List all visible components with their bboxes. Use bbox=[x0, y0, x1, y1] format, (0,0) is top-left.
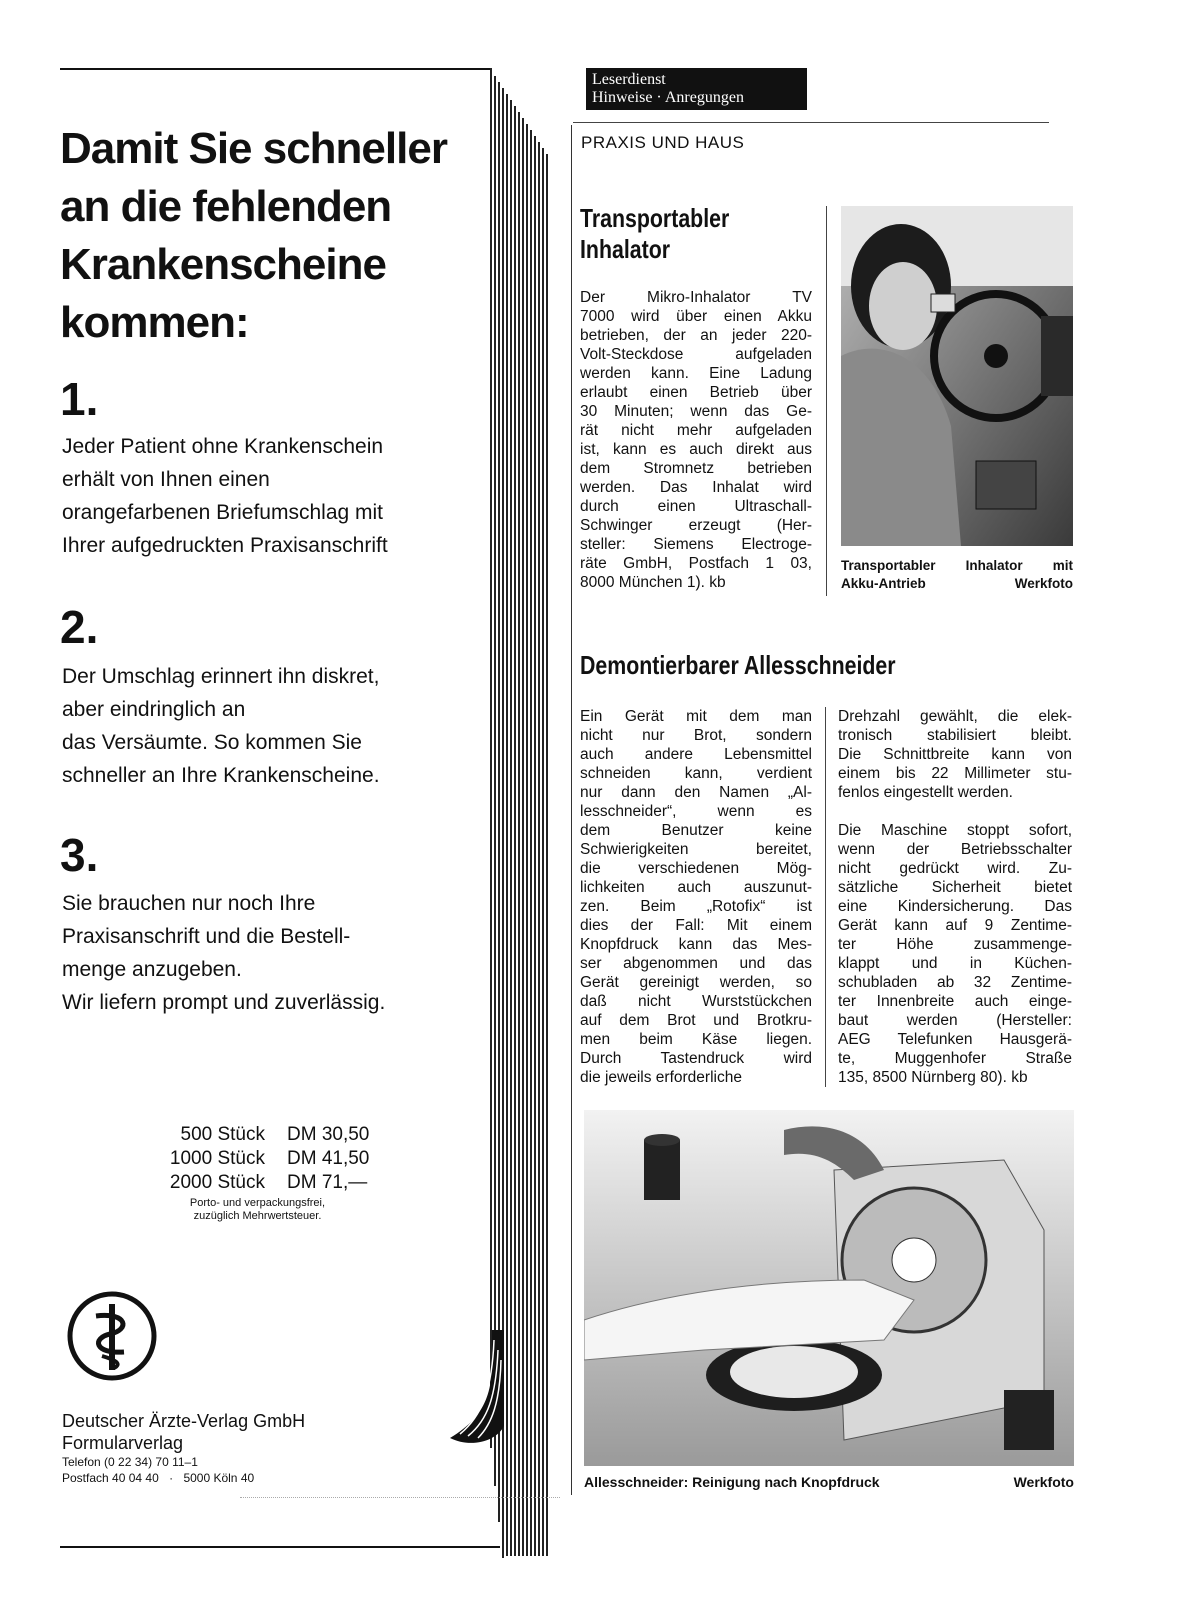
body-line: Schwinger erzeugt (Her- bbox=[580, 517, 812, 534]
body-line: Knopfdruck kann das Mes- bbox=[580, 936, 812, 953]
price-note bbox=[175, 1197, 340, 1223]
caption-text: Allesschneider: Reinigung nach Knopfdruck bbox=[584, 1474, 880, 1490]
body-line: räte GmbH, Postfach 1 03, bbox=[580, 555, 812, 572]
ad-headline bbox=[60, 120, 500, 352]
body-line: schubladen ab 32 Zentime- bbox=[838, 974, 1072, 991]
body-line: Volt-Steckdose aufgeladen bbox=[580, 346, 812, 363]
step-line: Ihrer aufgedruckten Praxisanschrift bbox=[62, 534, 388, 557]
body-line: sätzliche Sicherheit bietet bbox=[838, 879, 1072, 896]
step-line: das Versäumte. So kommen Sie bbox=[62, 731, 362, 754]
body-line: nur dann den Namen „Al- bbox=[580, 784, 812, 801]
body-line: zen. Beim „Rotofix“ ist bbox=[580, 898, 812, 915]
body-line: ter Höhe zusammenge- bbox=[838, 936, 1072, 953]
article2-body-col1 bbox=[580, 707, 812, 1087]
price-qty: 2000 Stück bbox=[169, 1172, 265, 1193]
badge-line: Leserdienst bbox=[592, 71, 666, 88]
caption-word: Akku-Antrieb bbox=[841, 576, 926, 591]
article1-title bbox=[580, 203, 729, 265]
body-line: Drehzahl gewählt, die elek- bbox=[838, 708, 1072, 725]
article1-caption bbox=[841, 557, 1073, 593]
body-line: ist, kann es auch direkt aus bbox=[580, 441, 812, 458]
ad-bottom-rule bbox=[60, 1546, 500, 1548]
body-line: die jeweils erforderliche bbox=[580, 1069, 742, 1086]
step-line: Wir liefern prompt und zuverlässig. bbox=[62, 991, 386, 1014]
price-row bbox=[140, 1171, 407, 1195]
column-rule bbox=[571, 125, 572, 1495]
body-line: Gerät kann auf 9 Zentime- bbox=[838, 917, 1072, 934]
step-line: schneller an Ihre Krankenscheine. bbox=[62, 764, 380, 787]
step-line: Der Umschlag erinnert ihn diskret, bbox=[62, 665, 380, 688]
body-line: 135, 8500 Nürnberg 80). kb bbox=[838, 1069, 1028, 1086]
paragraph-gap bbox=[838, 802, 1072, 821]
price-value: DM 71,— bbox=[287, 1172, 368, 1193]
body-line: werden kann. Eine Ladung bbox=[580, 365, 812, 382]
page-curl-decoration bbox=[420, 1330, 520, 1450]
body-line: auf dem Brot und Brotkru- bbox=[580, 1012, 812, 1029]
title-line: Inhalator bbox=[580, 234, 671, 264]
headline-line: Damit Sie schneller bbox=[60, 124, 447, 173]
headline-line: Krankenscheine bbox=[60, 240, 386, 289]
body-line: ter Innenbreite auch einge- bbox=[838, 993, 1072, 1010]
price-table bbox=[140, 1123, 407, 1195]
publisher-postfach: Postfach 40 04 40 bbox=[62, 1471, 159, 1485]
publisher-city: 5000 Köln 40 bbox=[183, 1471, 255, 1485]
headline-line: kommen: bbox=[60, 298, 249, 347]
body-line: Ein Gerät mit dem man bbox=[580, 708, 812, 725]
body-line: te, Muggenhofer Straße bbox=[838, 1050, 1072, 1067]
publisher-phone: Telefon (0 22 34) 70 11–1 bbox=[62, 1455, 198, 1469]
ad-top-rule bbox=[60, 68, 490, 70]
body-line: Die Schnittbreite kann von bbox=[838, 746, 1072, 763]
body-line: wenn der Betriebsschalter bbox=[838, 841, 1072, 858]
price-value: DM 30,50 bbox=[287, 1124, 370, 1145]
body-line: AEG Telefunken Hausgerä- bbox=[838, 1031, 1072, 1048]
section-title: PRAXIS UND HAUS bbox=[581, 133, 745, 152]
caption-word: Transportabler bbox=[841, 558, 936, 573]
price-note-line: zuzüglich Mehrwertsteuer. bbox=[193, 1210, 322, 1222]
body-line: nicht gedrückt wird. Zu- bbox=[838, 860, 1072, 877]
body-line: erlaubt einen Betrieb über bbox=[580, 384, 812, 401]
caption-word: Inhalator bbox=[965, 558, 1023, 573]
body-line: ser abgenommen und das bbox=[580, 955, 812, 972]
body-line: Die Maschine stoppt sofort, bbox=[838, 822, 1072, 839]
body-line: durch einen Ultraschall- bbox=[580, 498, 812, 515]
publisher-name: Deutscher Ärzte-Verlag GmbH bbox=[62, 1411, 306, 1431]
caption-word: mit bbox=[1052, 558, 1073, 573]
step-line: Jeder Patient ohne Krankenschein bbox=[62, 435, 384, 458]
body-line: dies der Fall: Mit einem bbox=[580, 917, 812, 934]
step-line: Sie brauchen nur noch Ihre bbox=[62, 892, 316, 915]
price-row bbox=[140, 1147, 407, 1171]
body-line: dem Benutzer keine bbox=[580, 822, 812, 839]
article2-body-col2 bbox=[838, 707, 1072, 1087]
body-line: werden. Das Inhalat wird bbox=[580, 479, 812, 496]
body-line: eine Kindersicherung. Das bbox=[838, 898, 1072, 915]
step-line: Praxisanschrift und die Bestell- bbox=[62, 925, 351, 948]
body-line: einem bis 22 Millimeter stu- bbox=[838, 765, 1072, 782]
step-number-1: 1. bbox=[60, 373, 99, 425]
price-note-line: Porto- und verpackungsfrei, bbox=[189, 1197, 326, 1209]
publisher-block bbox=[62, 1410, 305, 1486]
title-line: Transportabler bbox=[580, 203, 730, 233]
article2-caption bbox=[584, 1474, 1074, 1490]
body-line: schneiden kann, verdient bbox=[580, 765, 812, 782]
body-line: tronisch stabilisiert bleibt. bbox=[838, 727, 1072, 744]
body-line: betrieben, der an jeder 220- bbox=[580, 327, 812, 344]
inhalator-photo bbox=[841, 206, 1073, 546]
body-line: fenlos eingestellt werden. bbox=[838, 784, 1013, 801]
body-line: klappt und in Küchen- bbox=[838, 955, 1072, 972]
allesschneider-photo bbox=[584, 1110, 1074, 1466]
body-line: auch andere Lebensmittel bbox=[580, 746, 812, 763]
body-line: daß nicht Wurststückchen bbox=[580, 993, 812, 1010]
headline-line: an die fehlenden bbox=[60, 182, 392, 231]
body-line: lesschneider“, wenn es bbox=[580, 803, 812, 820]
body-line: Schwierigkeiten bereitet, bbox=[580, 841, 812, 858]
body-line: nicht nur Brot, sondern bbox=[580, 727, 812, 744]
step-line: menge anzugeben. bbox=[62, 958, 242, 981]
body-line: Gerät gereinigt werden, so bbox=[580, 974, 812, 991]
body-line: lichkeiten auch auszunut- bbox=[580, 879, 812, 896]
publisher-separator: · bbox=[169, 1471, 174, 1485]
section-top-rule bbox=[573, 122, 1049, 123]
body-line: rät nicht mehr aufgeladen bbox=[580, 422, 812, 439]
body-line: Durch Tastendruck wird bbox=[580, 1050, 812, 1067]
publisher-address bbox=[62, 1470, 305, 1486]
article1-divider bbox=[826, 206, 827, 596]
body-line: 7000 wird über einen Akku bbox=[580, 308, 812, 325]
body-line: steller: Siemens Electroge- bbox=[580, 536, 812, 553]
step-line: aber eindringlich an bbox=[62, 698, 246, 721]
body-line: men beim Käse liegen. bbox=[580, 1031, 812, 1048]
price-row bbox=[140, 1123, 407, 1147]
aesculapius-logo-icon bbox=[66, 1290, 158, 1382]
body-line: Der Mikro-Inhalator TV bbox=[580, 289, 812, 306]
caption-line bbox=[841, 557, 1073, 575]
step-number-2: 2. bbox=[60, 601, 99, 653]
step-line: erhält von Ihnen einen bbox=[62, 468, 270, 491]
body-line: dem Stromnetz betrieben bbox=[580, 460, 812, 477]
article2-divider bbox=[825, 707, 826, 1087]
body-line: die verschiedenen Mög- bbox=[580, 860, 812, 877]
caption-line bbox=[841, 575, 1073, 593]
badge-line: Hinweise · Anregungen bbox=[592, 89, 744, 106]
price-qty: 1000 Stück bbox=[169, 1148, 265, 1169]
body-line: 30 Minuten; wenn das Ge- bbox=[580, 403, 812, 420]
leserdienst-badge bbox=[586, 68, 807, 110]
photo-credit: Werkfoto bbox=[1014, 576, 1073, 591]
price-qty: 500 Stück bbox=[180, 1124, 265, 1145]
step-number-3: 3. bbox=[60, 829, 99, 881]
photo-credit: Werkfoto bbox=[1013, 1474, 1074, 1490]
publisher-dept: Formularverlag bbox=[62, 1433, 184, 1453]
step-line: orangefarbenen Briefumschlag mit bbox=[62, 501, 384, 524]
price-value: DM 41,50 bbox=[287, 1148, 370, 1169]
body-line: 8000 München 1). kb bbox=[580, 574, 726, 591]
step-text-1 bbox=[62, 430, 482, 562]
bottom-dotted-rule bbox=[240, 1497, 560, 1498]
step-text-2 bbox=[62, 660, 482, 792]
article2-title: Demontierbarer Allesschneider bbox=[580, 650, 896, 680]
article1-body bbox=[580, 288, 812, 592]
step-text-3 bbox=[62, 887, 482, 1019]
body-line: baut werden (Hersteller: bbox=[838, 1012, 1072, 1029]
